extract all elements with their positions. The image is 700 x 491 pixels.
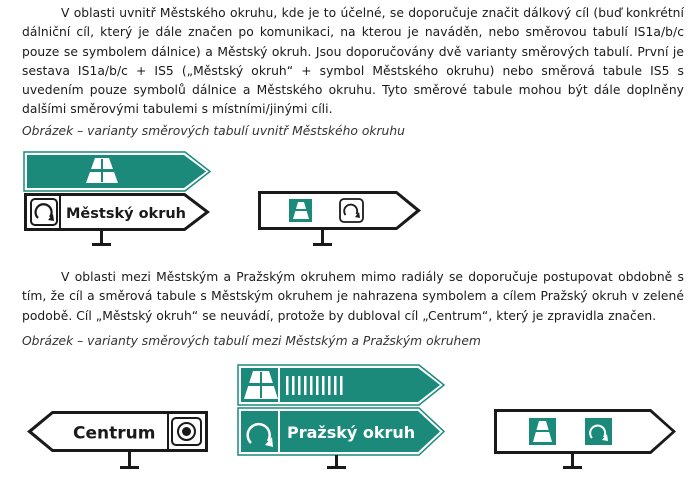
post <box>327 455 346 469</box>
sign-motorway-numbered <box>238 365 444 405</box>
sign-centrum <box>27 411 208 452</box>
sign-label-mestsky-okruh: Městský okruh <box>66 206 187 222</box>
post <box>563 454 582 469</box>
caption-between-rings: Obrázek – varianty směrových tabulí mezi Městským a Pražským okruhem <box>22 334 481 348</box>
ring-road-icon <box>585 418 612 445</box>
post <box>120 452 139 469</box>
sign-symbols-only-green <box>494 409 676 454</box>
caption-inner-city: Obrázek – varianty směrových tabulí uvnitř Městského okruhu <box>22 124 405 138</box>
paragraph-inner-city: V oblasti uvnitř Městského okruhu, kde je to účelné, se doporučuje značit dálkový cíl (buď konkrétní dálniční cíl, který je dále značen po komunikaci, na kterou je naváděn, nebo směrovou tabulí IS1a/b/c pouze se symbolem dálnice) a Městský okruh. Jsou doporučovány dvě varianty směrových tabulí. První je sestava IS1a/b/c + IS5 („Městský okruh“ + symbol Městského okruhu) nebo směrová tabule IS5 s uvedením pouze symbolů dálnice a Městského okruhu. Tyto směrové tabule mohou být dále doplněny dalšími směrovými tabulemi s místními/jinými cíli. <box>22 6 684 117</box>
motorway-icon <box>529 418 556 445</box>
sign-label-centrum: Centrum <box>73 423 156 444</box>
paragraph-between-rings: V oblasti mezi Městským a Pražským okruhem mimo radiály se doporučuje postupovat obdobně s tím, že cíl a směrová tabule s Městským okruhem je nahrazena symbolem a cílem Pražský okruh v zelené podobě. Cíl „Městský okruh“ se neuvádí, protože by dubloval cíl „Centrum“, který je zpravidla značen. <box>22 270 684 323</box>
sign-label-prazsky-okruh: Pražský okruh <box>287 423 416 442</box>
sign-prazsky-okruh <box>238 408 444 455</box>
